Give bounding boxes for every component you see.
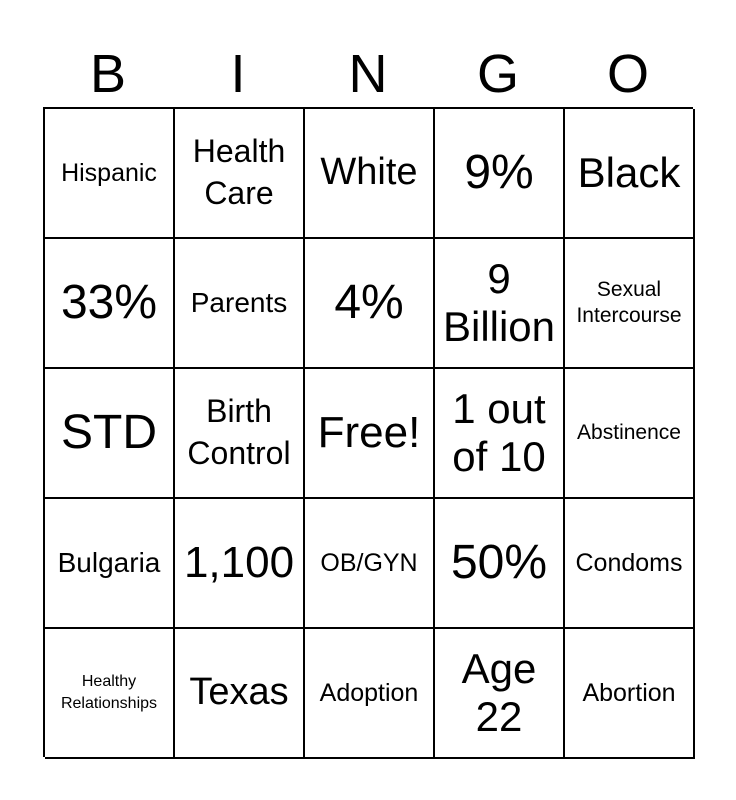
bingo-cell[interactable] <box>45 499 175 629</box>
bingo-cell[interactable] <box>305 629 435 759</box>
bingo-cell[interactable] <box>45 109 175 239</box>
cell-text: Sexual Intercourse <box>576 277 682 327</box>
bingo-cell[interactable] <box>565 499 695 629</box>
cell-text: 9% <box>464 146 534 200</box>
cell-text: Abstinence <box>577 420 681 444</box>
cell-text: Abortion <box>582 679 676 707</box>
cell-text: 9 Billion <box>442 254 556 350</box>
cell-text: 1 out of 10 <box>452 384 546 480</box>
bingo-cell[interactable] <box>435 629 565 759</box>
cell-text: 4% <box>334 276 404 330</box>
bingo-cell[interactable] <box>565 629 695 759</box>
header-letter-b: B <box>89 44 127 104</box>
cell-text: Health Care <box>192 133 286 211</box>
bingo-cell[interactable] <box>305 109 435 239</box>
bingo-cell[interactable] <box>305 499 435 629</box>
bingo-board <box>43 107 693 757</box>
free-space-cell[interactable] <box>305 369 435 499</box>
bingo-cell[interactable] <box>175 369 305 499</box>
bingo-cell[interactable] <box>175 239 305 369</box>
cell-text: Hispanic <box>61 159 157 187</box>
bingo-cell[interactable] <box>45 629 175 759</box>
bingo-cell[interactable] <box>435 239 565 369</box>
cell-text: OB/GYN <box>320 549 418 577</box>
bingo-cell[interactable] <box>175 629 305 759</box>
cell-text: STD <box>61 406 157 460</box>
bingo-cell[interactable] <box>565 109 695 239</box>
bingo-cell[interactable] <box>175 109 305 239</box>
cell-text: Adoption <box>319 679 419 707</box>
bingo-cell[interactable] <box>305 239 435 369</box>
header-letter-i: I <box>230 44 246 104</box>
header-letter-o: O <box>606 44 649 104</box>
cell-text: 33% <box>60 276 158 330</box>
bingo-cell[interactable] <box>435 499 565 629</box>
header-letter-g: G <box>476 44 519 104</box>
bingo-cell[interactable] <box>435 369 565 499</box>
cell-text: Healthy Relationships <box>60 673 158 712</box>
bingo-cell[interactable] <box>45 369 175 499</box>
bingo-cell[interactable] <box>45 239 175 369</box>
cell-text: 1,100 <box>183 538 295 588</box>
cell-text: Parents <box>190 287 288 319</box>
cell-text: Birth Control <box>187 393 291 471</box>
header-letter-n: N <box>348 44 388 104</box>
bingo-cell[interactable] <box>175 499 305 629</box>
cell-text: Bulgaria <box>57 547 161 579</box>
bingo-cell[interactable] <box>435 109 565 239</box>
cell-text: Free! <box>317 408 421 458</box>
cell-text: Age 22 <box>461 644 537 740</box>
bingo-cell[interactable] <box>565 369 695 499</box>
bingo-header <box>43 40 693 108</box>
cell-text: Black <box>577 148 681 196</box>
cell-text: 50% <box>450 536 548 590</box>
cell-text: White <box>320 151 418 194</box>
cell-text: Texas <box>189 671 289 714</box>
bingo-cell[interactable] <box>565 239 695 369</box>
cell-text: Condoms <box>575 549 683 577</box>
